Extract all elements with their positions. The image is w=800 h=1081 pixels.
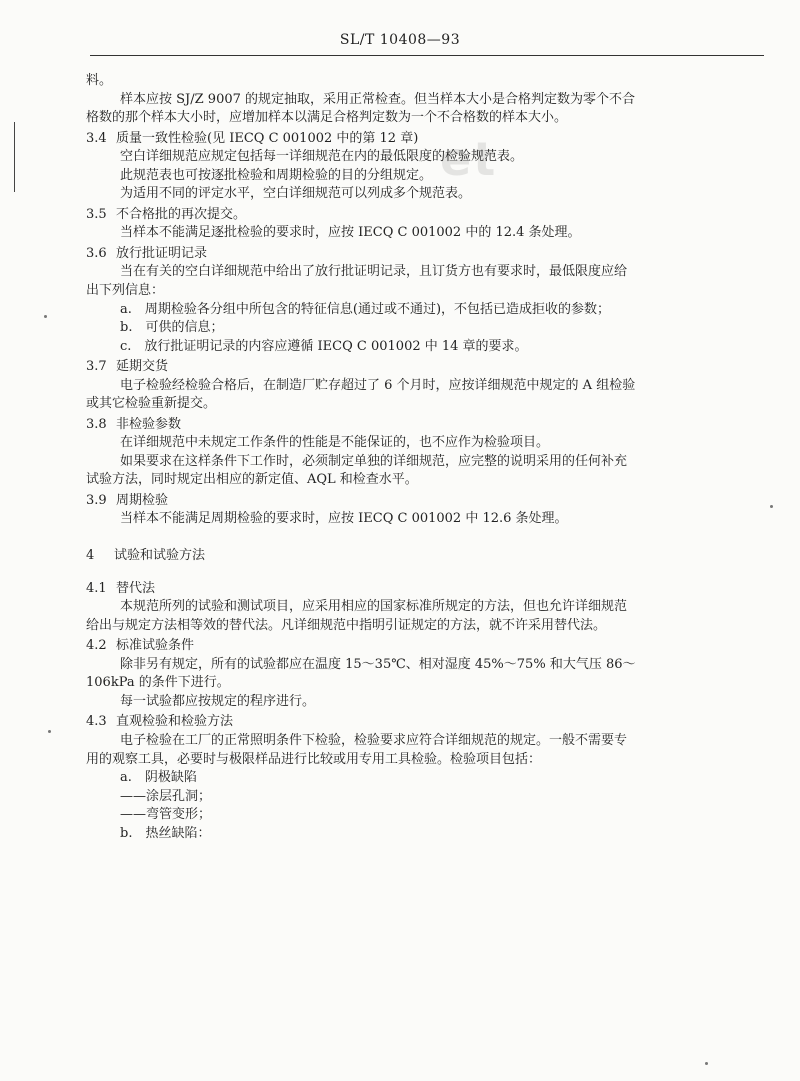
clause-number: 3.9 — [86, 492, 107, 508]
clause-number: 4.2 — [86, 638, 107, 654]
line-text: 如果要求在这样条件下工作时，必须制定单独的详细规范，应完整的说明采用的任何补充 — [120, 453, 628, 469]
text-line — [86, 395, 776, 414]
text-line — [86, 769, 776, 788]
line-text: 非检验参数 — [116, 416, 182, 432]
line-text: 除非另有规定，所有的试验都应在温度 15～35℃、相对湿度 45%～75% 和大气压 86～ — [120, 656, 636, 672]
page-header-code: SL/T 10408—93 — [339, 32, 461, 48]
text-line — [86, 598, 776, 617]
line-text: 不合格批的再次提交。 — [116, 206, 247, 222]
text-line — [86, 72, 776, 91]
line-text: 标准试验条件 — [116, 638, 195, 654]
text-line — [86, 358, 776, 377]
line-text: 当样本不能满足周期检验的要求时，应按 IECQ C 001002 中 12.6 条处理。 — [120, 511, 568, 527]
text-line — [86, 263, 776, 282]
document-body — [86, 72, 776, 844]
line-text: ——涂层孔洞； — [120, 788, 212, 804]
text-line — [86, 732, 776, 751]
text-line — [86, 319, 776, 338]
text-line — [86, 471, 776, 490]
clause-number: 3.8 — [86, 416, 107, 432]
clause-number: 3.7 — [86, 359, 107, 375]
line-text: ——弯管变形； — [120, 807, 212, 823]
clause-number: 3.6 — [86, 245, 107, 261]
line-text: 当在有关的空白详细规范中给出了放行批证明记录，且订货方也有要求时，最低限度应给 — [120, 264, 628, 280]
line-text: 直观检验和检验方法 — [116, 714, 234, 730]
text-line — [86, 693, 776, 712]
line-text: 料。 — [86, 73, 113, 88]
text-line — [86, 547, 776, 566]
scan-speck — [44, 315, 47, 318]
line-text: 质量一致性检验(见 IECQ C 001002 中的第 12 章) — [116, 130, 419, 146]
line-text: 此规范表也可按逐批检验和周期检验的目的分组规定。 — [120, 167, 433, 183]
line-text: 放行批证明记录 — [116, 245, 208, 261]
text-line — [86, 510, 776, 529]
clause-number: 4 — [86, 548, 95, 564]
text-line — [86, 453, 776, 472]
text-line — [86, 416, 776, 435]
scan-speck — [705, 1062, 708, 1065]
line-text: a. 周期检验各分组中所包含的特征信息(通过或不通过)，不包括已造成拒收的参数； — [120, 301, 611, 317]
text-line — [86, 751, 776, 770]
clause-number: 4.3 — [86, 714, 107, 730]
line-text: 试验方法，同时规定出相应的新定值、AQL 和检查水平。 — [86, 472, 418, 488]
line-text: 电子检验经检验合格后，在制造厂贮存超过了 6 个月时，应按详细规范中规定的 A 组检验 — [120, 377, 636, 393]
clause-number: 3.5 — [86, 206, 107, 222]
line-text: 延期交货 — [116, 359, 169, 375]
text-line — [86, 91, 776, 110]
clause-number: 4.1 — [86, 580, 107, 596]
text-line — [86, 377, 776, 396]
line-text: 为适用不同的评定水平，空白详细规范可以列成多个规范表。 — [120, 186, 472, 202]
text-line — [86, 492, 776, 511]
line-text: 电子检验在工厂的正常照明条件下检验，检验要求应符合详细规范的规定。一般不需要专 — [120, 732, 628, 748]
line-text: 用的观察工具，必要时与极限样品进行比较或用专用工具检验。检验项目包括： — [86, 751, 542, 767]
text-line — [86, 656, 776, 675]
text-line — [86, 637, 776, 656]
line-text: 每一试验都应按规定的程序进行。 — [120, 693, 316, 709]
line-text: 当样本不能满足逐批检验的要求时，应按 IECQ C 001002 中的 12.4 条处理。 — [120, 225, 581, 241]
text-line — [86, 617, 776, 636]
header-rule — [90, 55, 764, 56]
line-text: 试验和试验方法 — [114, 548, 206, 564]
text-line — [86, 130, 776, 149]
text-line — [86, 148, 776, 167]
line-text: 本规范所列的试验和测试项目，应采用相应的国家标准所规定的方法，但也允许详细规范 — [120, 599, 628, 615]
line-text: c. 放行批证明记录的内容应遵循 IECQ C 001002 中 14 章的要求。 — [120, 338, 528, 354]
line-text: 给出与规定方法相等效的替代法。凡详细规范中指明引证规定的方法，就不许采用替代法。 — [86, 617, 607, 633]
scan-speck — [770, 505, 773, 508]
watermark: et — [440, 132, 498, 186]
line-text: b. 热丝缺陷： — [120, 825, 211, 841]
scan-speck — [48, 730, 51, 733]
text-line — [86, 206, 776, 225]
text-line — [86, 338, 776, 357]
line-text: a. 阴极缺陷 — [120, 770, 197, 786]
line-text: 空白详细规范应规定包括每一详细规范在内的最低限度的检验规范表。 — [120, 149, 524, 165]
line-text: 出下列信息： — [86, 282, 165, 298]
text-line — [86, 788, 776, 807]
margin-mark — [14, 122, 15, 192]
line-text: 或其它检验重新提交。 — [86, 396, 217, 412]
text-line — [86, 109, 776, 128]
text-line — [86, 282, 776, 301]
text-line — [86, 825, 776, 844]
text-line — [86, 674, 776, 693]
line-text: 样本应按 SJ/Z 9007 的规定抽取，采用正常检查。但当样本大小是合格判定数为零个不合 — [120, 91, 636, 107]
line-text: 替代法 — [116, 580, 156, 596]
text-line — [86, 434, 776, 453]
text-line — [86, 224, 776, 243]
clause-number: 3.4 — [86, 130, 107, 146]
text-line — [86, 185, 776, 204]
text-line — [86, 806, 776, 825]
text-line — [86, 167, 776, 186]
line-text: b. 可供的信息； — [120, 320, 224, 336]
line-text: 在详细规范中未规定工作条件的性能是不能保证的，也不应作为检验项目。 — [120, 435, 550, 451]
line-text: 周期检验 — [116, 492, 169, 508]
text-line — [86, 301, 776, 320]
text-line — [86, 580, 776, 599]
line-text: 106kPa 的条件下进行。 — [86, 675, 230, 691]
text-line — [86, 245, 776, 264]
text-line — [86, 713, 776, 732]
line-text: 格数的那个样本大小时，应增加样本以满足合格判定数为一个不合格数的样本大小。 — [86, 110, 568, 126]
